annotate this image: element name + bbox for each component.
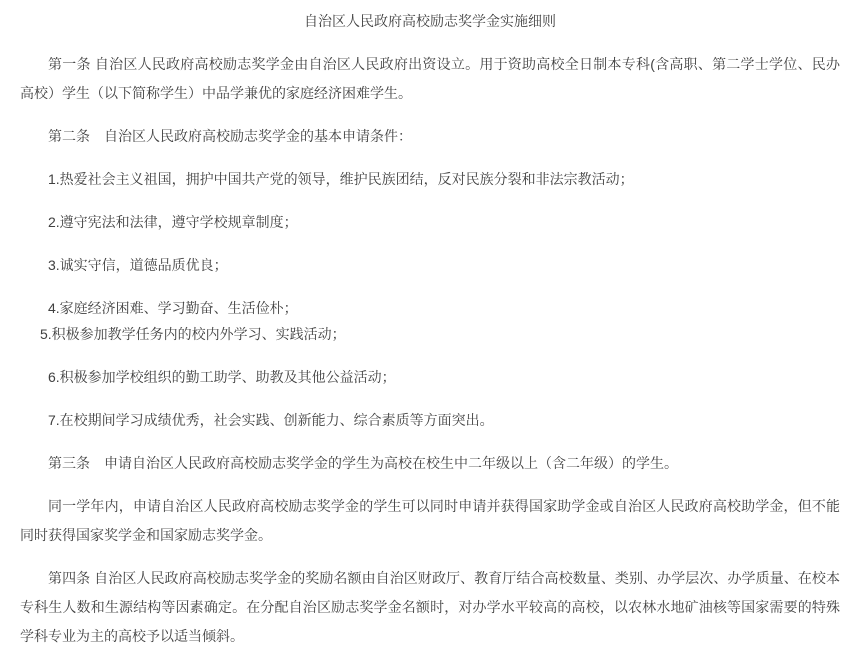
para-article-3-supplement: 同一学年内，申请自治区人民政府高校励志奖学金的学生可以同时申请并获得国家助学金或自治区人民政府高校助学金，但不能同时获得国家奖学金和国家励志奖学金。	[20, 498, 840, 543]
condition-item-4: 4.家庭经济困难、学习勤奋、生活俭朴；	[48, 300, 298, 316]
condition-item-3: 3.诚实守信，道德品质优良；	[48, 257, 228, 273]
condition-item-2: 2.遵守宪法和法律，遵守学校规章制度；	[48, 214, 298, 230]
document-title: 自治区人民政府高校励志奖学金实施细则	[304, 13, 556, 29]
condition-item-5: 5.积极参加教学任务内的校内外学习、实践活动；	[40, 326, 346, 342]
condition-item-6: 6.积极参加学校组织的勤工助学、助教及其他公益活动；	[48, 369, 396, 385]
para-article-4: 第四条 自治区人民政府高校励志奖学金的奖励名额由自治区财政厅、教育厅结合高校数量、类别、办学层次、办学质量、在校本专科生人数和生源结构等因素确定。在分配自治区励志奖学金名额时，对办学水平较高的高校，以农林水地矿油核等国家需要的特殊学科专业为主的高校予以适当倾斜。	[20, 570, 840, 644]
para-article-2-heading: 第二条 自治区人民政府高校励志奖学金的基本申请条件：	[48, 128, 412, 144]
condition-item-1: 1.热爱社会主义祖国，拥护中国共产党的领导，维护民族团结，反对民族分裂和非法宗教活动；	[48, 171, 634, 187]
para-article-1: 第一条 自治区人民政府高校励志奖学金由自治区人民政府出资设立。用于资助高校全日制本专科(含高职、第二学士学位、民办高校）学生（以下简称学生）中品学兼优的家庭经济困难学生。	[20, 56, 840, 101]
condition-item-7: 7.在校期间学习成绩优秀，社会实践、创新能力、综合素质等方面突出。	[48, 412, 494, 428]
para-article-3: 第三条 申请自治区人民政府高校励志奖学金的学生为高校在校生中二年级以上（含二年级）的学生。	[48, 455, 678, 471]
document-body	[20, 50, 840, 651]
